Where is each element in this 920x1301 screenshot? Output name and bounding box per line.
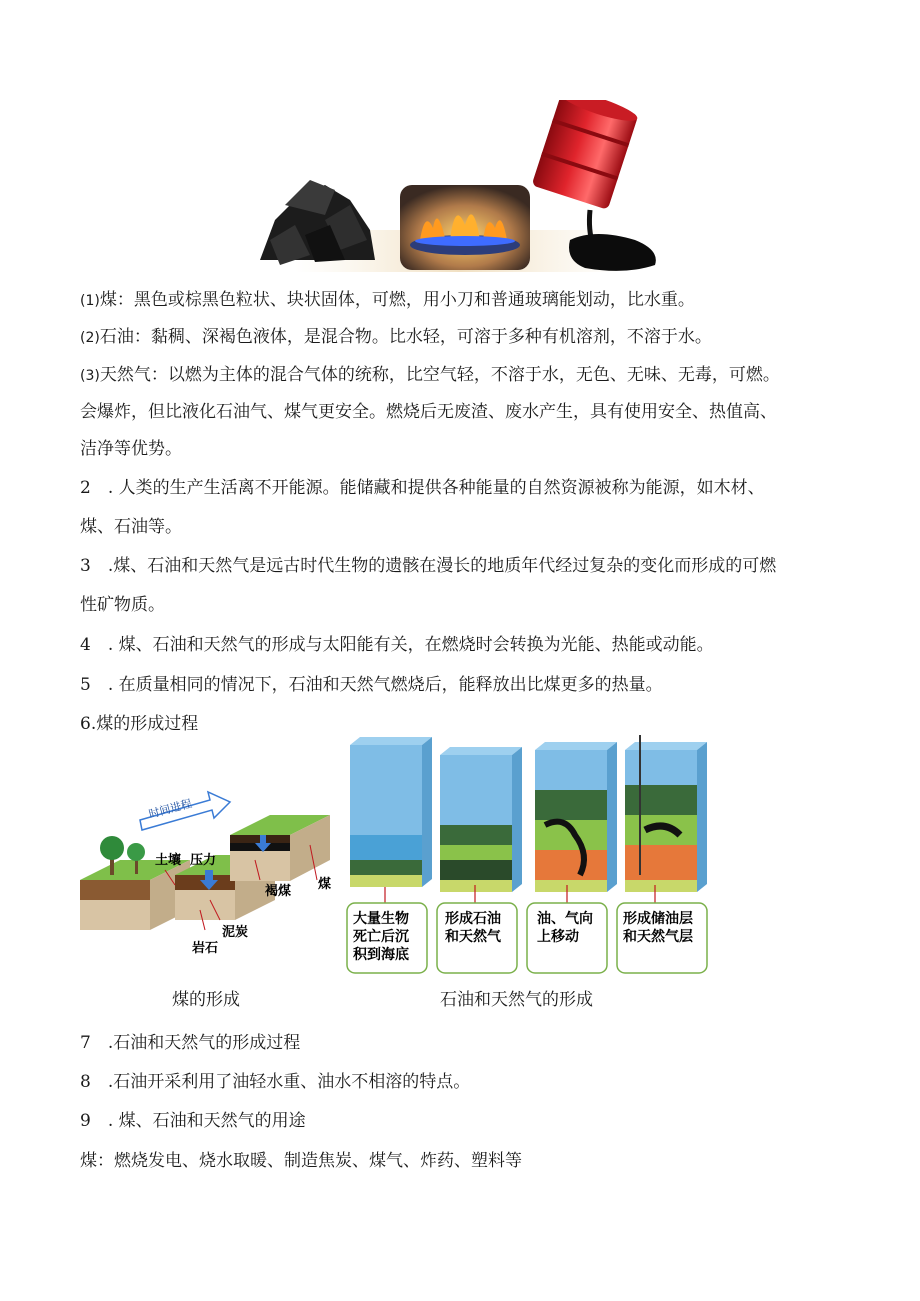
step-3-line2: 上移动 (537, 929, 579, 945)
item-2-line2: 煤、石油等。 (80, 517, 182, 537)
item-3-line1: 3 .煤、石油和天然气是远古时代生物的遗骸在漫长的地质年代经过复杂的变化而形成的可燃 (80, 556, 777, 576)
fuel-coal-desc: (1)煤：黑色或棕黑色粒状、块状固体，可燃，用小刀和普通玻璃能划动，比水重。 (80, 290, 695, 310)
label-pressure: 压力 (190, 853, 217, 868)
step-2-line2: 和天然气 (445, 929, 501, 945)
fuel-gas-desc-line3: 洁净等优势。 (80, 439, 182, 459)
label-rock: 岩石 (192, 941, 219, 956)
coal-pile-image (260, 180, 375, 265)
column-2-forming (440, 747, 522, 892)
step-4-line2: 和天然气层 (623, 929, 693, 945)
column-4-reservoir (625, 735, 707, 892)
item-4: 4 . 煤、石油和天然气的形成与太阳能有关，在燃烧时会转换为光能、热能或动能。 (80, 635, 714, 655)
coal-uses: 煤：燃烧发电、烧水取暖、制造焦炭、煤气、炸药、塑料等 (80, 1151, 522, 1171)
step-1-line1: 大量生物 (353, 911, 409, 927)
column-3-migrating (535, 742, 617, 892)
label-peat: 泥炭 (222, 925, 249, 940)
oil-gas-formation-figure (345, 735, 715, 980)
column-1-sediment (350, 737, 432, 887)
time-arrow-label: 时间进程 (147, 796, 194, 821)
step-4-line1: 形成储油层 (623, 911, 693, 927)
oil-figure-caption: 石油和天然气的形成 (440, 990, 593, 1010)
item-8: 8 .石油开采利用了油轻水重、油水不相溶的特点。 (80, 1072, 471, 1092)
step-2-line1: 形成石油 (445, 911, 501, 927)
step-1-line2: 死亡后沉 (353, 929, 409, 945)
item-3-line2: 性矿物质。 (80, 595, 165, 615)
step-1-line3: 积到海底 (353, 947, 409, 963)
fuels-illustration (255, 100, 665, 275)
label-soil: 土壤 (155, 853, 182, 868)
item-7: 7 .石油和天然气的形成过程 (80, 1033, 301, 1053)
step-3-line1: 油、气向 (537, 911, 593, 927)
coal-formation-figure (80, 780, 340, 960)
item-2-line1: 2 . 人类的生产生活离不开能源。能储藏和提供各种能量的自然资源被称为能源，如木材、 (80, 478, 765, 498)
fuel-oil-desc: (2)石油：黏稠、深褐色液体，是混合物。比水轻，可溶于多种有机溶剂，不溶于水。 (80, 327, 712, 347)
gas-flame-image (400, 185, 530, 270)
item-5: 5 . 在质量相同的情况下，石油和天然气燃烧后，能释放出比煤更多的热量。 (80, 675, 663, 695)
fuel-gas-desc: (3)天然气：以燃为主体的混合气体的统称，比空气轻，不溶于水，无色、无味、无毒，可燃。 (80, 365, 780, 385)
label-lignite: 褐煤 (265, 884, 292, 899)
item-6-heading: 6.煤的形成过程 (80, 714, 199, 734)
label-coal: 煤 (318, 877, 332, 892)
fuel-gas-desc-line2: 会爆炸，但比液化石油气、煤气更安全。燃烧后无废渣、废水产生，具有使用安全、热值高、 (80, 402, 777, 422)
item-9: 9 . 煤、石油和天然气的用途 (80, 1111, 306, 1131)
coal-figure-caption: 煤的形成 (172, 990, 240, 1010)
